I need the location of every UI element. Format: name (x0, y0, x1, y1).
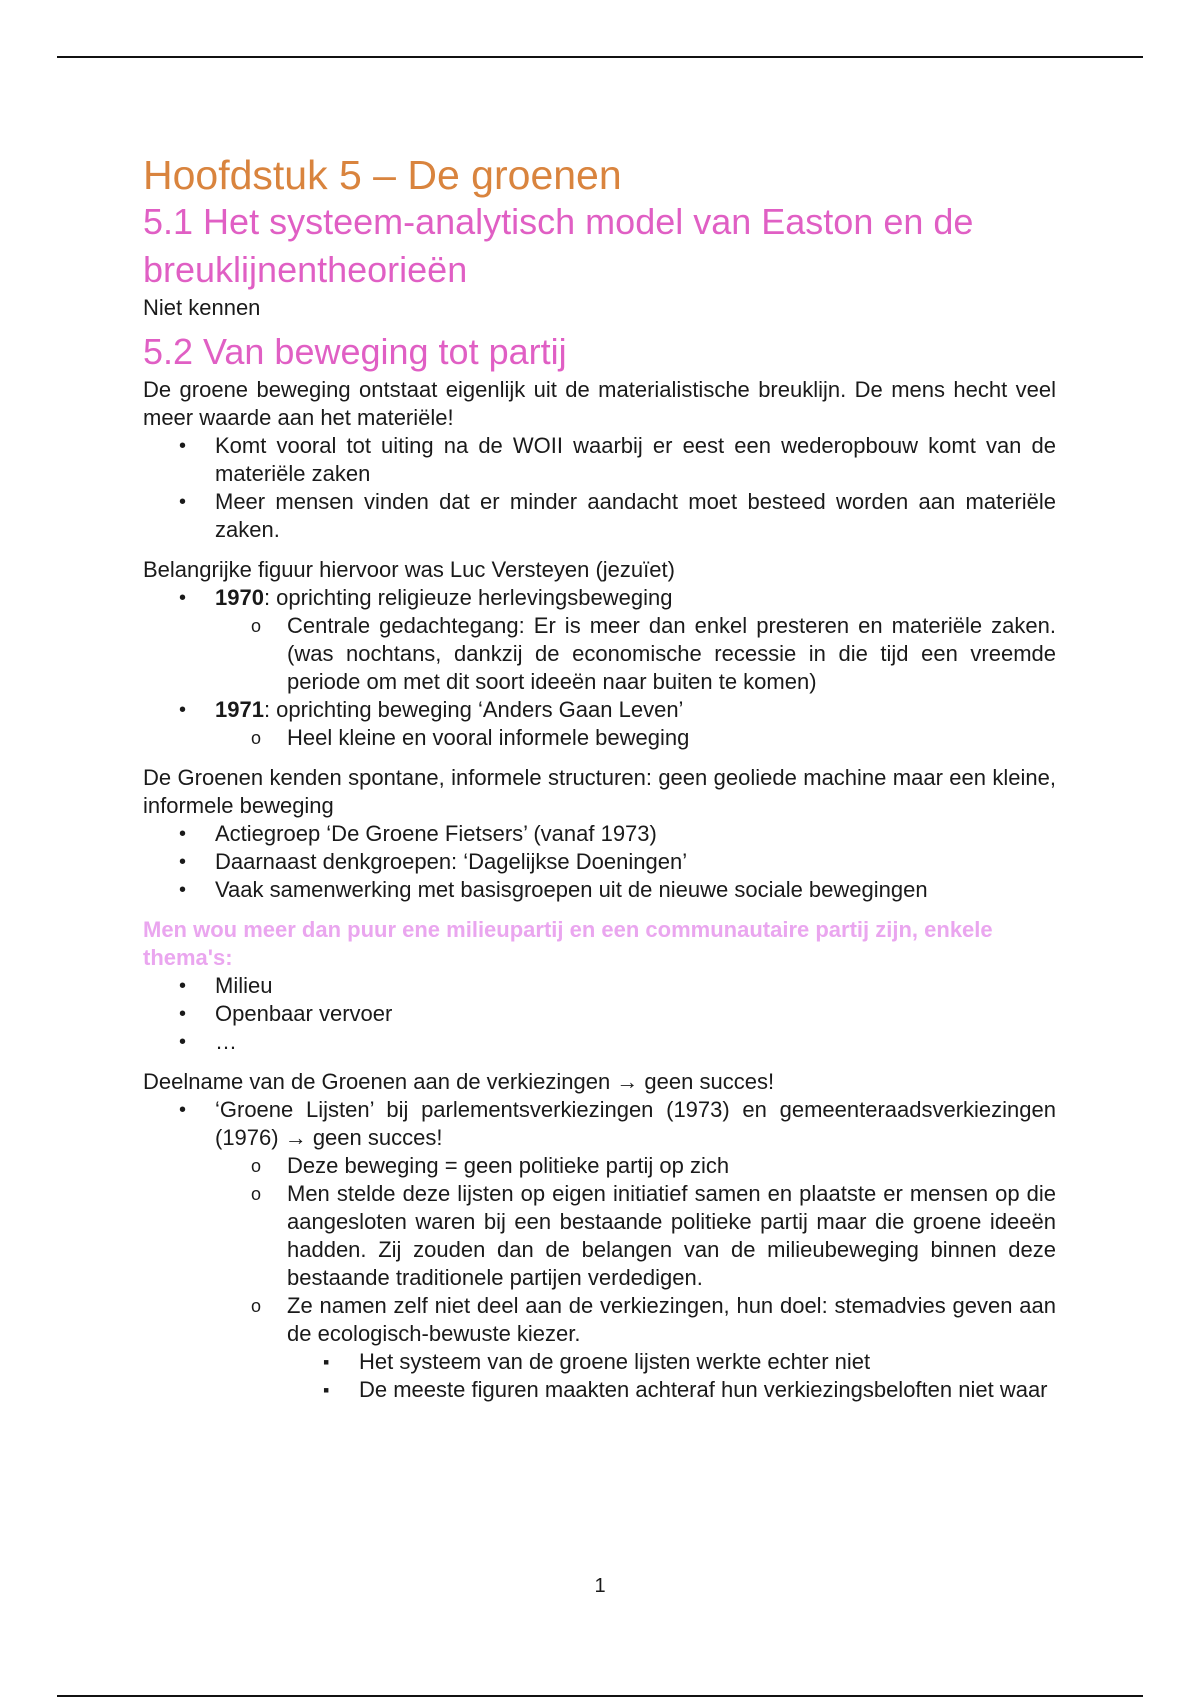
list-item: • Actiegroep ‘De Groene Fietsers’ (vanaf 1973) (143, 820, 1056, 848)
themes-list (143, 972, 1056, 1056)
intro-bullet-list (143, 432, 1056, 544)
timeline-year: 1971 (215, 697, 264, 722)
intro-paragraph: De groene beweging ontstaat eigenlijk uit de materialistische breuklijn. De mens hecht veel meer waarde aan het materiële! (143, 377, 1056, 430)
list-item (215, 1292, 1056, 1404)
timeline-sub-list (215, 612, 1056, 696)
list-item: o Heel kleine en vooral informele beweging (215, 724, 1056, 752)
timeline-text: : oprichting religieuze herlevingsbeweging (263, 585, 673, 610)
list-item: ▪ Het systeem van de groene lijsten werkte echter niet (287, 1348, 1056, 1376)
timeline-year: 1970 (215, 585, 264, 610)
list-item: • Vaak samenwerking met basisgroepen uit de nieuwe sociale bewegingen (143, 876, 1056, 904)
page-number: 1 (594, 1575, 606, 1597)
header-rule (57, 56, 1143, 58)
list-item: o Men stelde deze lijsten op eigen initiatief samen en plaatste er mensen op die aangesloten waren bij een bestaande politieke partij maar die groene ideeën hadden. Zij zouden dan de belangen van de milieubeweging binnen deze bestaande traditionele partijen verdedigen. (215, 1180, 1056, 1292)
list-item: • Komt vooral tot uiting na de WOII waarbij er eest een wederopbouw komt van de materiële zaken (143, 432, 1056, 488)
list-item: • Meer mensen vinden dat er minder aandacht moet besteed worden aan materiële zaken. (143, 488, 1056, 544)
elections-subsub-list (287, 1348, 1056, 1404)
list-item: o Deze beweging = geen politieke partij op zich (215, 1152, 1056, 1180)
list-item: • … (143, 1028, 1056, 1056)
elections-list (143, 1096, 1056, 1404)
timeline-item-1970 (143, 584, 1056, 696)
structure-paragraph: De Groenen kenden spontane, informele structuren: geen geoliede machine maar een kleine, informele beweging (143, 765, 1056, 818)
key-figure-paragraph: Belangrijke figuur hiervoor was Luc Versteyen (jezuïet) (143, 557, 675, 582)
list-item: ▪ De meeste figuren maakten achteraf hun verkiezingsbeloften niet waar (287, 1376, 1056, 1404)
footer-rule (57, 1695, 1143, 1697)
document-page (143, 150, 1056, 1404)
timeline-item-1971 (143, 696, 1056, 752)
section-5-1-title: 5.1 Het systeem-analytisch model van Easton en de breuklijnentheorieën (143, 201, 974, 290)
list-item: o Centrale gedachtegang: Er is meer dan enkel presteren en materiële zaken. (was nochtans, dankzij de economische recessie in die tijd een vreemde periode om met dit soort ideeën naar buiten te komen) (215, 612, 1056, 696)
elections-paragraph: Deelname van de Groenen aan de verkiezingen → geen succes! (143, 1069, 775, 1094)
list-item: • Milieu (143, 972, 1056, 1000)
elections-bullet-text: • ‘Groene Lijsten’ bij parlementsverkiezingen (1973) en gemeenteraadsverkiezingen (1976) → geen succes! (215, 1097, 1056, 1150)
structure-bullet-list (143, 820, 1056, 904)
elections-sub-text: o Ze namen zelf niet deel aan de verkiezingen, hun doel: stemadvies geven aan de ecologisch-bewuste kiezer. (287, 1293, 1056, 1346)
elections-bullet (143, 1096, 1056, 1404)
elections-sub-list (215, 1152, 1056, 1404)
timeline-text: : oprichting beweging ‘Anders Gaan Leven’ (263, 697, 684, 722)
section-5-2-title: 5.2 Van beweging tot partij (143, 331, 567, 372)
chapter-title: Hoofdstuk 5 – De groenen (143, 152, 622, 198)
section-5-1-note: Niet kennen (143, 295, 261, 320)
list-item: • Daarnaast denkgroepen: ‘Dagelijkse Doeningen’ (143, 848, 1056, 876)
timeline-list (143, 584, 1056, 752)
list-item: • Openbaar vervoer (143, 1000, 1056, 1028)
themes-highlight-paragraph: Men wou meer dan puur ene milieupartij en een communautaire partij zijn, enkele thema's: (143, 917, 993, 970)
timeline-sub-list (215, 724, 1056, 752)
